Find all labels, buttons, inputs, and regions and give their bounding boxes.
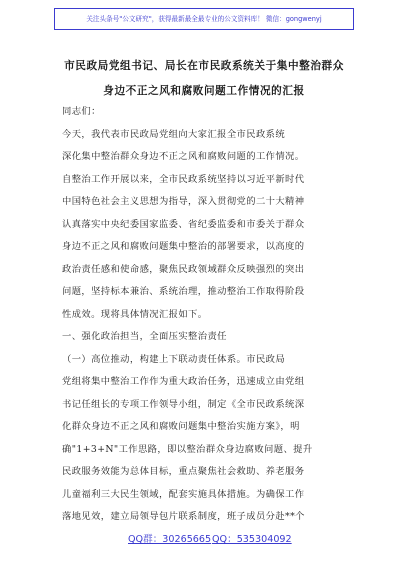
body-line: 今天，我代表市民政局党组向大家汇报全市民政系统 (62, 129, 286, 140)
section-heading: 一、强化政治担当，全面压实整治责任 (62, 331, 227, 342)
body-line: 认真落实中央纪委国家监委、省纪委监委和市委关于群众 (62, 219, 305, 230)
body-line: 身边不正之风和腐败问题集中整治的部署要求，以高度的 (62, 241, 305, 252)
body-line: （一）高位推动，构建上下联动责任体系。市民政局 (62, 354, 286, 365)
body-line: 深化集中整治群众身边不正之风和腐败问题的工作情况。 (62, 151, 305, 162)
document-title-line-1: 市民政局党组书记、局长在市民政系统关于集中整治群众 (64, 60, 344, 72)
footer-qq-contact-link[interactable]: QQ：535304092 (212, 534, 292, 545)
header-banner[interactable]: 关注头条号"公文研究"，获得最新最全最专业的公文资料库！ 微信：gongwenyj (54, 8, 354, 30)
body-line: 自整治工作开展以来，全市民政系统坚持以习近平新时代 (62, 174, 305, 185)
body-line: 党组将集中整治工作作为重大政治任务，迅速成立由党组 (62, 376, 305, 387)
body-line: 民政服务效能为总体目标，重点聚焦社会救助、养老服务 (62, 466, 305, 477)
body-line: 化群众身边不正之风和腐败问题集中整治实施方案》，明 (62, 421, 300, 432)
body-line: 确"1+3+N"工作思路，即以整治群众身边腐败问题、提升 (62, 444, 313, 455)
footer-qq-group-link[interactable]: QQ群：30265665 (128, 534, 212, 545)
document-title-line-2: 身边不正之风和腐败问题工作情况的汇报 (103, 85, 305, 97)
body-line: 中国特色社会主义思想为指导，深入贯彻党的二十大精神 (62, 196, 305, 207)
salutation: 同志们： (62, 106, 101, 117)
body-line: 政治责任感和使命感，聚焦民政领域群众反映强烈的突出 (62, 264, 305, 275)
body-line: 性成效。现将具体情况汇报如下。 (62, 309, 208, 320)
body-line: 落地见效，建立局领导包片联系制度，班子成员分赴**个 (62, 511, 305, 522)
body-line: 问题，坚持标本兼治、系统治理，推动整治工作取得阶段 (62, 286, 305, 297)
body-line: 儿童福利三大民生领域，配套实施具体措施。为确保工作 (62, 489, 305, 500)
body-line: 书记任组长的专项工作领导小组，制定《全市民政系统深 (62, 399, 305, 410)
